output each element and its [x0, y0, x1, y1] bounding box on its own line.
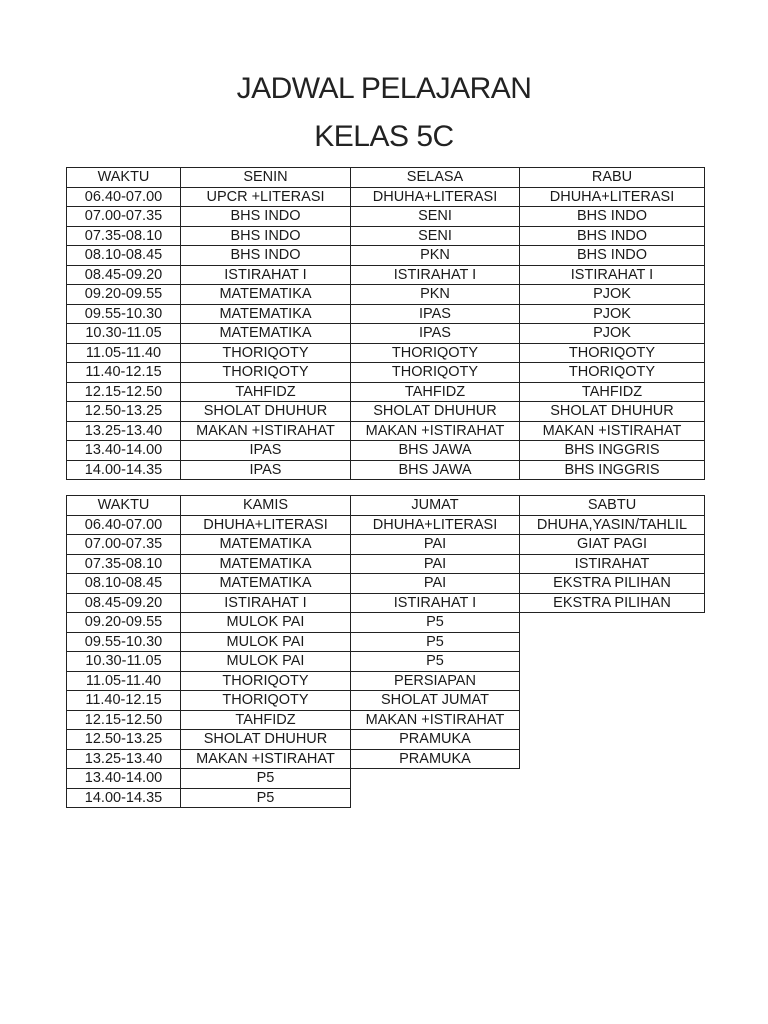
subject-cell: SHOLAT DHUHUR	[520, 402, 705, 422]
time-cell: 13.40-14.00	[67, 441, 181, 461]
time-cell: 08.45-09.20	[67, 265, 181, 285]
subject-cell: TAHFIDZ	[351, 382, 520, 402]
subject-cell	[520, 652, 705, 672]
table-row	[67, 671, 705, 691]
subject-cell: THORIQOTY	[181, 691, 351, 711]
subject-cell: THORIQOTY	[181, 671, 351, 691]
subject-cell: BHS INDO	[181, 226, 351, 246]
table-row	[67, 535, 705, 555]
time-cell: 09.20-09.55	[67, 285, 181, 305]
subject-cell	[520, 710, 705, 730]
table-row	[67, 574, 705, 594]
column-header: WAKTU	[67, 496, 181, 516]
table-row	[67, 324, 705, 344]
subject-cell: PRAMUKA	[351, 749, 520, 769]
table-row	[67, 421, 705, 441]
subject-cell: IPAS	[181, 441, 351, 461]
subject-cell: PRAMUKA	[351, 730, 520, 750]
subject-cell	[520, 613, 705, 633]
subject-cell: DHUHA+LITERASI	[520, 187, 705, 207]
subject-cell	[351, 788, 520, 808]
subject-cell	[520, 788, 705, 808]
subject-cell: PJOK	[520, 285, 705, 305]
time-cell: 08.10-08.45	[67, 574, 181, 594]
column-header: JUMAT	[351, 496, 520, 516]
subject-cell	[351, 769, 520, 789]
table-row	[67, 749, 705, 769]
subject-cell	[520, 691, 705, 711]
table-row	[67, 304, 705, 324]
subject-cell: SENI	[351, 207, 520, 227]
subject-cell: PAI	[351, 535, 520, 555]
subject-cell: PAI	[351, 554, 520, 574]
column-header: WAKTU	[67, 168, 181, 188]
column-header: SELASA	[351, 168, 520, 188]
subject-cell: THORIQOTY	[520, 363, 705, 383]
table-row	[67, 402, 705, 422]
subject-cell: P5	[351, 652, 520, 672]
table-row	[67, 207, 705, 227]
table-row	[67, 265, 705, 285]
subject-cell: SHOLAT DHUHUR	[181, 730, 351, 750]
subject-cell: P5	[181, 788, 351, 808]
subject-cell: BHS INDO	[520, 246, 705, 266]
table-row	[67, 710, 705, 730]
subject-cell: MULOK PAI	[181, 632, 351, 652]
table-row	[67, 632, 705, 652]
subject-cell: MATEMATIKA	[181, 554, 351, 574]
table-row	[67, 613, 705, 633]
subject-cell: ISTIRAHAT	[520, 554, 705, 574]
subject-cell: EKSTRA PILIHAN	[520, 593, 705, 613]
time-cell: 14.00-14.35	[67, 788, 181, 808]
subject-cell	[520, 769, 705, 789]
subject-cell: MATEMATIKA	[181, 324, 351, 344]
subject-cell: PERSIAPAN	[351, 671, 520, 691]
subject-cell: MATEMATIKA	[181, 574, 351, 594]
column-header: SENIN	[181, 168, 351, 188]
subject-cell	[520, 632, 705, 652]
subject-cell: BHS INDO	[520, 226, 705, 246]
time-cell: 12.50-13.25	[67, 730, 181, 750]
subject-cell: ISTIRAHAT I	[181, 265, 351, 285]
time-cell: 06.40-07.00	[67, 515, 181, 535]
subject-cell: PAI	[351, 574, 520, 594]
time-cell: 11.40-12.15	[67, 691, 181, 711]
table-row	[67, 788, 705, 808]
subject-cell: DHUHA,YASIN/TAHLIL	[520, 515, 705, 535]
subject-cell: IPAS	[351, 324, 520, 344]
subject-cell: TAHFIDZ	[181, 710, 351, 730]
column-header: SABTU	[520, 496, 705, 516]
table-row	[67, 246, 705, 266]
time-cell: 13.25-13.40	[67, 749, 181, 769]
subject-cell: PKN	[351, 285, 520, 305]
time-cell: 12.15-12.50	[67, 710, 181, 730]
time-cell: 13.25-13.40	[67, 421, 181, 441]
subject-cell: DHUHA+LITERASI	[351, 515, 520, 535]
subject-cell: THORIQOTY	[351, 363, 520, 383]
page-title: JADWAL PELAJARAN	[236, 72, 532, 105]
subject-cell: MAKAN +ISTIRAHAT	[351, 421, 520, 441]
table-row	[67, 285, 705, 305]
table-row	[67, 769, 705, 789]
time-cell: 11.05-11.40	[67, 671, 181, 691]
subject-cell: MAKAN +ISTIRAHAT	[351, 710, 520, 730]
time-cell: 12.50-13.25	[67, 402, 181, 422]
time-cell: 08.45-09.20	[67, 593, 181, 613]
column-header: KAMIS	[181, 496, 351, 516]
subject-cell: EKSTRA PILIHAN	[520, 574, 705, 594]
subject-cell: BHS JAWA	[351, 460, 520, 480]
subject-cell: IPAS	[181, 460, 351, 480]
subject-cell: PJOK	[520, 304, 705, 324]
table-row	[67, 187, 705, 207]
time-cell: 14.00-14.35	[67, 460, 181, 480]
column-header: RABU	[520, 168, 705, 188]
time-cell: 07.00-07.35	[67, 207, 181, 227]
subject-cell: ISTIRAHAT I	[351, 265, 520, 285]
subject-cell: MULOK PAI	[181, 613, 351, 633]
time-cell: 07.00-07.35	[67, 535, 181, 555]
header-row	[67, 168, 705, 188]
page-subtitle: KELAS 5C	[314, 120, 454, 153]
time-cell: 12.15-12.50	[67, 382, 181, 402]
subject-cell: DHUHA+LITERASI	[351, 187, 520, 207]
subject-cell: SHOLAT DHUHUR	[181, 402, 351, 422]
subject-cell: MATEMATIKA	[181, 285, 351, 305]
subject-cell: THORIQOTY	[181, 363, 351, 383]
subject-cell: MATEMATIKA	[181, 304, 351, 324]
time-cell: 09.55-10.30	[67, 632, 181, 652]
time-cell: 10.30-11.05	[67, 652, 181, 672]
table-row	[67, 593, 705, 613]
subject-cell	[520, 671, 705, 691]
subject-cell: SENI	[351, 226, 520, 246]
subject-cell	[520, 749, 705, 769]
subject-cell: P5	[351, 632, 520, 652]
time-cell: 09.20-09.55	[67, 613, 181, 633]
time-cell: 07.35-08.10	[67, 554, 181, 574]
subject-cell: IPAS	[351, 304, 520, 324]
table-row	[67, 382, 705, 402]
table-row	[67, 441, 705, 461]
time-cell: 06.40-07.00	[67, 187, 181, 207]
subject-cell: PKN	[351, 246, 520, 266]
subject-cell: THORIQOTY	[351, 343, 520, 363]
table-row	[67, 515, 705, 535]
subject-cell: TAHFIDZ	[181, 382, 351, 402]
subject-cell: GIAT PAGI	[520, 535, 705, 555]
table-row	[67, 554, 705, 574]
time-cell: 09.55-10.30	[67, 304, 181, 324]
subject-cell	[520, 730, 705, 750]
subject-cell: UPCR +LITERASI	[181, 187, 351, 207]
subject-cell: P5	[181, 769, 351, 789]
subject-cell: P5	[351, 613, 520, 633]
subject-cell: BHS INDO	[181, 246, 351, 266]
subject-cell: TAHFIDZ	[520, 382, 705, 402]
time-cell: 11.05-11.40	[67, 343, 181, 363]
subject-cell: BHS JAWA	[351, 441, 520, 461]
subject-cell: SHOLAT JUMAT	[351, 691, 520, 711]
subject-cell: MULOK PAI	[181, 652, 351, 672]
subject-cell: ISTIRAHAT I	[520, 265, 705, 285]
subject-cell: DHUHA+LITERASI	[181, 515, 351, 535]
subject-cell: BHS INGGRIS	[520, 460, 705, 480]
header-row	[67, 496, 705, 516]
table-row	[67, 363, 705, 383]
table-row	[67, 226, 705, 246]
subject-cell: THORIQOTY	[181, 343, 351, 363]
table-row	[67, 652, 705, 672]
subject-cell: BHS INDO	[520, 207, 705, 227]
time-cell: 10.30-11.05	[67, 324, 181, 344]
subject-cell: BHS INGGRIS	[520, 441, 705, 461]
table-row	[67, 343, 705, 363]
time-cell: 11.40-12.15	[67, 363, 181, 383]
subject-cell: PJOK	[520, 324, 705, 344]
subject-cell: MATEMATIKA	[181, 535, 351, 555]
table-row	[67, 730, 705, 750]
time-cell: 08.10-08.45	[67, 246, 181, 266]
subject-cell: MAKAN +ISTIRAHAT	[520, 421, 705, 441]
subject-cell: ISTIRAHAT I	[181, 593, 351, 613]
schedule-table-mon-wed	[66, 167, 705, 480]
subject-cell: MAKAN +ISTIRAHAT	[181, 421, 351, 441]
table-row	[67, 691, 705, 711]
time-cell: 07.35-08.10	[67, 226, 181, 246]
schedule-table-thu-sat	[66, 495, 705, 808]
subject-cell: SHOLAT DHUHUR	[351, 402, 520, 422]
table-row	[67, 460, 705, 480]
subject-cell: MAKAN +ISTIRAHAT	[181, 749, 351, 769]
time-cell: 13.40-14.00	[67, 769, 181, 789]
subject-cell: ISTIRAHAT I	[351, 593, 520, 613]
subject-cell: BHS INDO	[181, 207, 351, 227]
subject-cell: THORIQOTY	[520, 343, 705, 363]
